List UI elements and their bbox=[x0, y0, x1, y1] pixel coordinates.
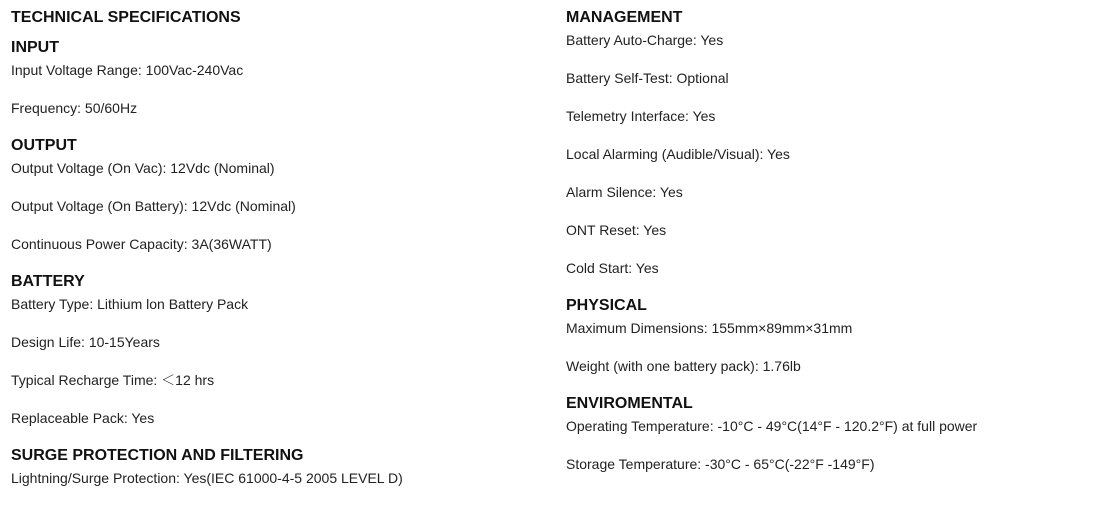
spec-item: Battery Self-Test: Optional bbox=[566, 70, 729, 86]
section-output bbox=[11, 128, 541, 264]
section-heading: OUTPUT bbox=[11, 137, 77, 154]
spec-item: Output Voltage (On Battery): 12Vdc (Nominal) bbox=[11, 198, 296, 214]
spec-item: Continuous Power Capacity: 3A(36WATT) bbox=[11, 236, 272, 252]
section-surge-protection bbox=[11, 438, 541, 498]
spec-item: Battery Auto-Charge: Yes bbox=[566, 32, 724, 48]
section-heading: ENVIROMENTAL bbox=[566, 395, 693, 412]
right-column bbox=[566, 0, 1086, 484]
spec-item: Storage Temperature: -30°C - 65°C(-22°F -149°F) bbox=[566, 456, 875, 472]
spec-item: Typical Recharge Time: ＜12 hrs bbox=[11, 372, 215, 388]
section-heading: PHYSICAL bbox=[566, 297, 647, 314]
spec-item: Lightning/Surge Protection: Yes(IEC 61000-4-5 2005 LEVEL D) bbox=[11, 470, 403, 486]
spec-item: Maximum Dimensions: 155mm×89mm×31mm bbox=[566, 320, 853, 336]
spec-item: Alarm Silence: Yes bbox=[566, 184, 683, 200]
section-management bbox=[566, 0, 1086, 288]
spec-item: Operating Temperature: -10°C - 49°C(14°F - 120.2°F) at full power bbox=[566, 418, 978, 434]
spec-item: Local Alarming (Audible/Visual): Yes bbox=[566, 146, 790, 162]
spec-item: ONT Reset: Yes bbox=[566, 222, 667, 238]
section-battery bbox=[11, 264, 541, 438]
spec-item: Cold Start: Yes bbox=[566, 260, 659, 276]
section-physical bbox=[566, 288, 1086, 386]
spec-item: Telemetry Interface: Yes bbox=[566, 108, 716, 124]
spec-item: Output Voltage (On Vac): 12Vdc (Nominal) bbox=[11, 160, 275, 176]
spec-item: Weight (with one battery pack): 1.76lb bbox=[566, 358, 801, 374]
spec-item: Input Voltage Range: 100Vac-240Vac bbox=[11, 62, 244, 78]
section-heading: MANAGEMENT bbox=[566, 9, 683, 26]
section-heading: SURGE PROTECTION AND FILTERING bbox=[11, 447, 304, 464]
spec-item: Design Life: 10-15Years bbox=[11, 334, 160, 350]
section-environmental bbox=[566, 386, 1086, 484]
section-heading: INPUT bbox=[11, 39, 59, 56]
left-column bbox=[11, 0, 541, 498]
section-heading: BATTERY bbox=[11, 273, 85, 290]
section-input bbox=[11, 30, 541, 128]
page-title: TECHNICAL SPECIFICATIONS bbox=[11, 9, 241, 26]
spec-item: Replaceable Pack: Yes bbox=[11, 410, 155, 426]
spec-item: Frequency: 50/60Hz bbox=[11, 100, 138, 116]
spec-item: Battery Type: Lithium lon Battery Pack bbox=[11, 296, 249, 312]
